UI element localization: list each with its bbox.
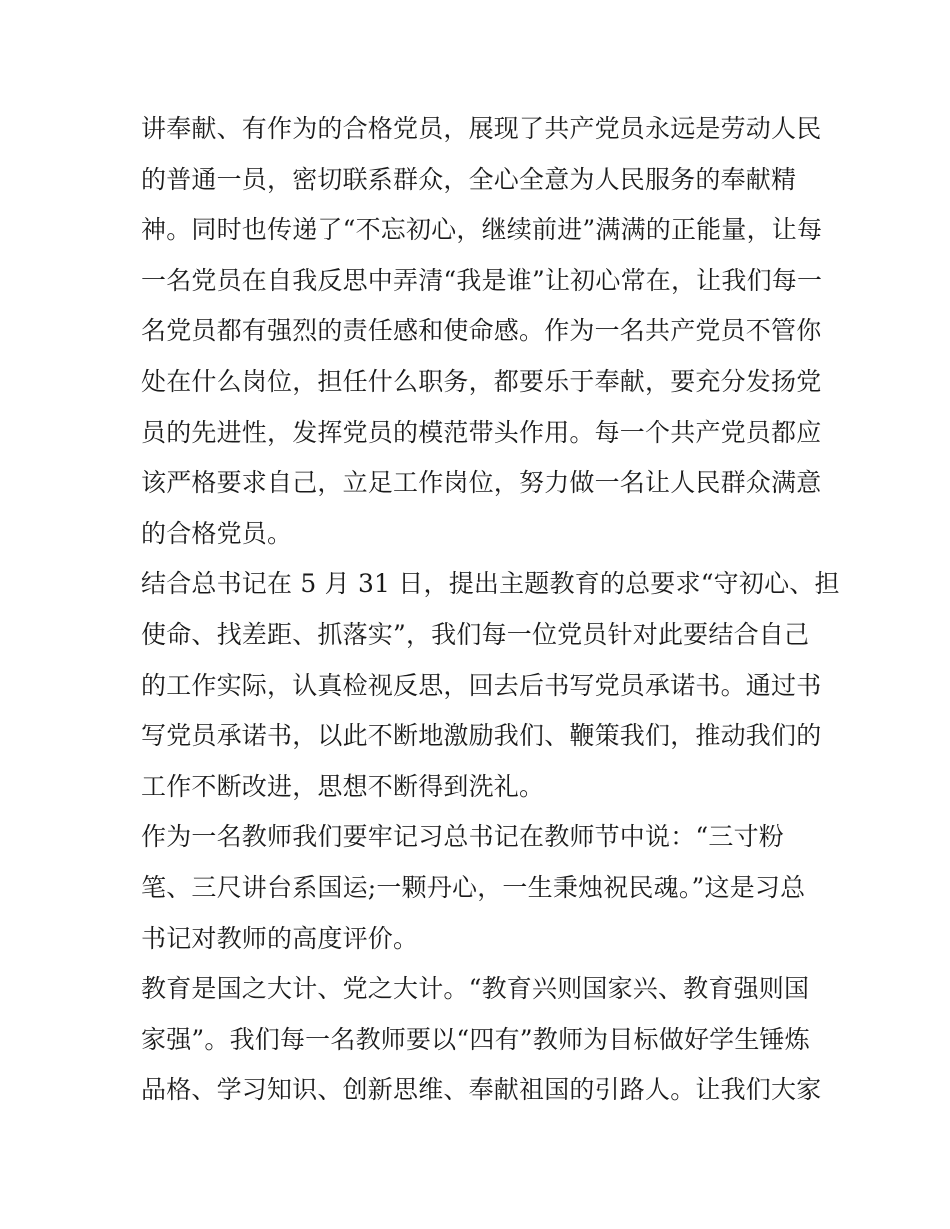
text-line: 神。同时也传递了“不忘初心，继续前进”满满的正能量，让每 — [141, 215, 823, 245]
text-line: 笔、三尺讲台系国运;一颗丹心，一生秉烛祝民魂。”这是习总 — [141, 872, 806, 902]
text-line: 写党员承诺书，以此不断地激励我们、鞭策我们，推动我们的 — [141, 721, 822, 751]
text-line: 讲奉献、有作为的合格党员，展现了共产党员永远是劳动人民 — [141, 114, 822, 143]
text-line: 作为一名教师我们要牢记习总书记在教师节中说：“三寸粉 — [141, 822, 784, 852]
text-line: 处在什么岗位，担任什么职务，都要乐于奉献，要充分发扬党 — [141, 366, 822, 396]
text-line: 该严格要求自己，立足工作岗位，努力做一名让人民群众满意 — [141, 468, 822, 498]
text-line: 名党员都有强烈的责任感和使命感。作为一名共产党员不管你 — [141, 316, 822, 346]
body-text — [141, 104, 840, 1116]
text-line: 的工作实际，认真检视反思，回去后书写党员承诺书。通过书 — [141, 670, 822, 700]
text-line: 家强”。我们每一名教师要以“四有”教师为目标做好学生锤炼 — [141, 1024, 810, 1054]
text-line: 使命、找差距、抓落实”，我们每一位党员针对此要结合自己 — [141, 619, 810, 649]
text-line: 品格、学习知识、创新思维、奉献祖国的引路人。让我们大家 — [141, 1075, 822, 1105]
text-line: 教育是国之大计、党之大计。“教育兴则国家兴、教育强则国 — [141, 974, 810, 1004]
text-line: 结合总书记在 5 月 31 日，提出主题教育的总要求“守初心、担 — [141, 569, 840, 599]
text-line: 书记对教师的高度评价。 — [141, 923, 419, 953]
text-line: 员的先进性，发挥党员的模范带头作用。每一个共产党员都应 — [141, 417, 822, 447]
text-line: 的普通一员，密切联系群众，全心全意为人民服务的奉献精 — [141, 164, 797, 194]
text-line: 的合格党员。 — [141, 518, 293, 548]
text-line: 工作不断改进，思想不断得到洗礼。 — [141, 771, 545, 801]
text-line: 一名党员在自我反思中弄清“我是谁”让初心常在，让我们每一 — [141, 265, 823, 295]
